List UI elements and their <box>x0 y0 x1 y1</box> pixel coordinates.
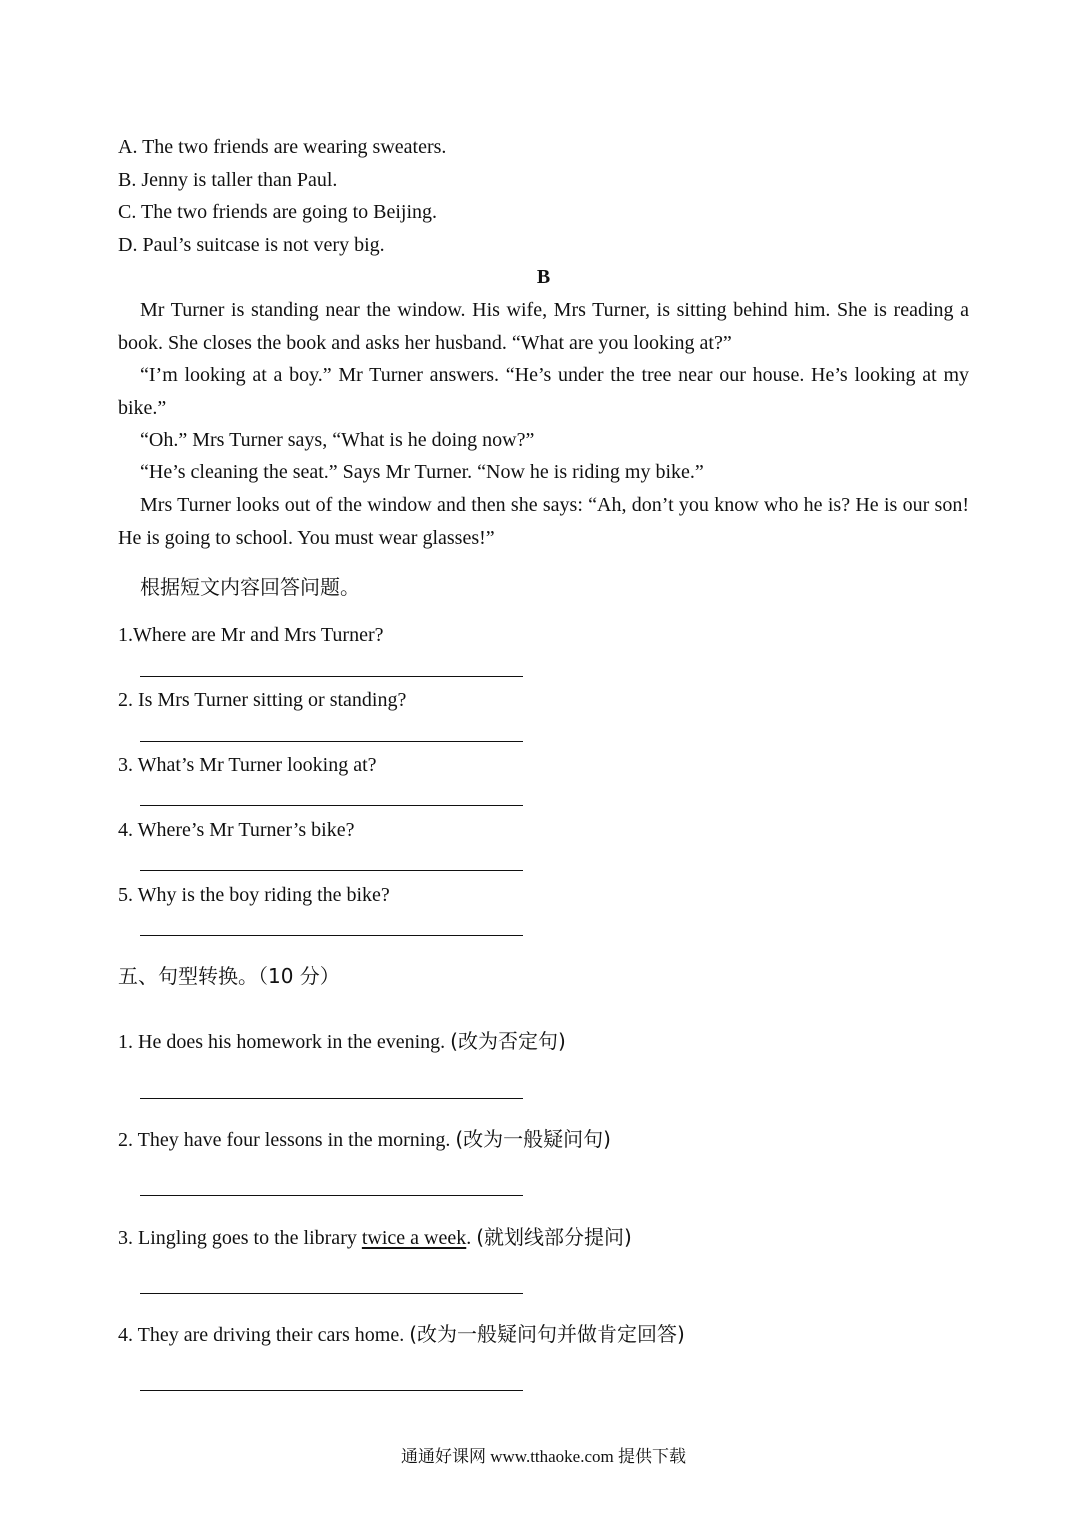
underlined-phrase: twice a week <box>361 1227 467 1249</box>
option-a: A. The two friends are wearing sweaters. <box>118 136 447 158</box>
comprehension-instruction: 根据短文内容回答问题。 <box>140 575 360 599</box>
option-b: B. Jenny is taller than Paul. <box>118 169 338 191</box>
answer-line-3[interactable] <box>140 805 523 806</box>
question-3: 3. What’s Mr Turner looking at? <box>118 754 377 776</box>
transform-item-3-text: 3. Lingling goes to the library <box>118 1227 362 1249</box>
transform-answer-line-1[interactable] <box>140 1098 523 1099</box>
transform-item-4-text: 4. They are driving their cars home. <box>118 1324 410 1346</box>
transform-answer-line-2[interactable] <box>140 1195 523 1196</box>
transform-answer-line-3[interactable] <box>140 1293 523 1294</box>
option-d: D. Paul’s suitcase is not very big. <box>118 234 385 256</box>
transform-item-3-punct: . <box>466 1227 477 1249</box>
question-4: 4. Where’s Mr Turner’s bike? <box>118 819 355 841</box>
section-title: 五、句型转换。（10 分） <box>118 964 340 988</box>
transform-item-1 <box>118 1029 566 1054</box>
page-footer: 通通好课网 www.tthaoke.com 提供下载 <box>400 1447 687 1466</box>
passage-paragraph-5: Mrs Turner looks out of the window and then she says: “Ah, don’t you know who he is? He is our son! He is going to school. You must wear glasses!” <box>118 494 969 549</box>
passage-paragraph-2: “I’m looking at a boy.” Mr Turner answers. “He’s under the tree near our house. He’s looking at my bike.” <box>118 364 969 419</box>
option-c: C. The two friends are going to Beijing. <box>118 201 438 223</box>
transform-item-3-note: (就划线部分提问) <box>476 1225 632 1249</box>
transform-item-4-note: (改为一般疑问句并做肯定回答) <box>409 1322 685 1346</box>
transform-item-2-text: 2. They have four lessons in the morning. <box>118 1129 456 1151</box>
question-5: 5. Why is the boy riding the bike? <box>118 884 390 906</box>
transform-item-1-note: (改为否定句) <box>450 1029 566 1053</box>
transform-answer-line-4[interactable] <box>140 1390 523 1391</box>
answer-line-2[interactable] <box>140 741 523 742</box>
question-2: 2. Is Mrs Turner sitting or standing? <box>118 689 407 711</box>
transform-item-2 <box>118 1127 611 1152</box>
question-1: 1.Where are Mr and Mrs Turner? <box>118 624 384 646</box>
transform-item-1-text: 1. He does his homework in the evening. <box>118 1031 451 1053</box>
transform-item-3 <box>118 1225 632 1250</box>
transform-item-4 <box>118 1322 685 1347</box>
passage-paragraph-1: Mr Turner is standing near the window. His wife, Mrs Turner, is sitting behind him. She is reading a book. She closes the book and asks her husband. “What are you looking at?” <box>118 299 969 354</box>
answer-line-5[interactable] <box>140 935 523 936</box>
passage-paragraph-4: “He’s cleaning the seat.” Says Mr Turner. “Now he is riding my bike.” <box>140 461 704 483</box>
passage-paragraph-3: “Oh.” Mrs Turner says, “What is he doing now?” <box>140 429 535 451</box>
passage-heading: B <box>536 266 551 288</box>
transform-item-2-note: (改为一般疑问句) <box>455 1127 611 1151</box>
answer-line-4[interactable] <box>140 870 523 871</box>
answer-line-1[interactable] <box>140 676 523 677</box>
